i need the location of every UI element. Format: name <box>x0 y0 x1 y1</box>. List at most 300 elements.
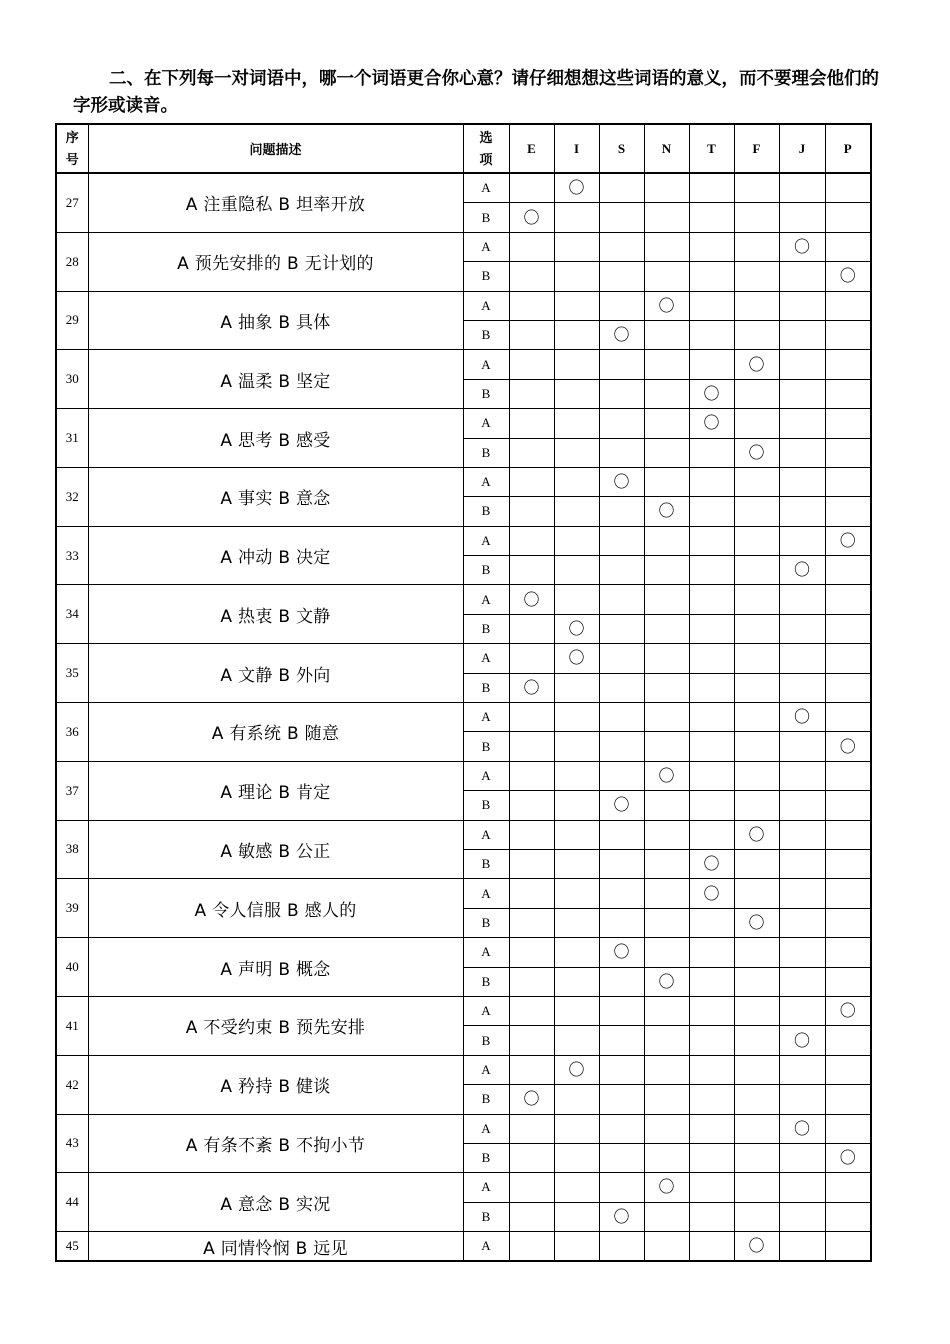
cell-n <box>644 673 689 702</box>
cell-n <box>644 703 689 732</box>
option-label: A <box>463 526 509 555</box>
cell-e <box>509 320 554 349</box>
question-row <box>56 644 871 673</box>
cell-i <box>554 1143 599 1172</box>
cell-j <box>779 262 825 291</box>
circle-mark-icon: 〇 <box>658 766 675 785</box>
option-label: A <box>463 585 509 614</box>
header-description: 问题描述 <box>88 124 463 173</box>
option-label: B <box>463 1026 509 1055</box>
cell-n <box>644 320 689 349</box>
cell-i <box>554 908 599 937</box>
question-description: A 冲动 B 决定 <box>88 526 463 585</box>
option-label: A <box>463 820 509 849</box>
cell-i <box>554 614 599 643</box>
cell-f <box>734 1173 779 1202</box>
cell-f <box>734 1202 779 1231</box>
question-row <box>56 1173 871 1202</box>
cell-p <box>825 379 871 408</box>
cell-f <box>734 409 779 438</box>
cell-t <box>689 497 734 526</box>
cell-f <box>734 350 779 379</box>
cell-p <box>825 1143 871 1172</box>
cell-j <box>779 614 825 643</box>
cell-p <box>825 262 871 291</box>
cell-n <box>644 262 689 291</box>
cell-p <box>825 761 871 790</box>
cell-e <box>509 1202 554 1231</box>
cell-t <box>689 761 734 790</box>
question-row <box>56 938 871 967</box>
cell-e <box>509 232 554 261</box>
cell-j <box>779 438 825 467</box>
circle-mark-icon: 〇 <box>793 560 810 580</box>
question-description: A 有条不紊 B 不拘小节 <box>88 1114 463 1173</box>
cell-f <box>734 908 779 937</box>
cell-j <box>779 703 825 732</box>
cell-n <box>644 1173 689 1202</box>
header-dim-p: P <box>825 124 871 173</box>
cell-s <box>599 1114 644 1143</box>
question-number: 41 <box>56 996 88 1055</box>
option-label: A <box>463 761 509 790</box>
cell-s <box>599 938 644 967</box>
cell-p <box>825 938 871 967</box>
cell-i <box>554 320 599 349</box>
header-option-line1: 选 <box>479 129 493 145</box>
cell-p <box>825 1114 871 1143</box>
cell-t <box>689 467 734 496</box>
header-dim-t: T <box>689 124 734 173</box>
circle-mark-icon: 〇 <box>748 1236 765 1256</box>
option-label: A <box>463 996 509 1025</box>
cell-e <box>509 732 554 761</box>
cell-t <box>689 1202 734 1231</box>
cell-f <box>734 644 779 673</box>
question-number: 32 <box>56 467 88 526</box>
question-number: 39 <box>56 879 88 938</box>
option-label: A <box>463 350 509 379</box>
option-label: B <box>463 379 509 408</box>
cell-j <box>779 526 825 555</box>
circle-mark-icon: 〇 <box>839 1148 856 1168</box>
cell-e <box>509 497 554 526</box>
cell-f <box>734 614 779 643</box>
cell-f <box>734 1232 779 1262</box>
cell-e <box>509 1143 554 1172</box>
cell-j <box>779 1026 825 1055</box>
cell-n <box>644 1026 689 1055</box>
cell-t <box>689 1232 734 1262</box>
cell-p <box>825 849 871 878</box>
cell-s <box>599 761 644 790</box>
cell-p <box>825 320 871 349</box>
circle-mark-icon: 〇 <box>658 1177 675 1197</box>
cell-t <box>689 791 734 820</box>
cell-p <box>825 879 871 908</box>
cell-s <box>599 173 644 203</box>
cell-j <box>779 644 825 673</box>
cell-n <box>644 350 689 379</box>
cell-i <box>554 1232 599 1262</box>
cell-e <box>509 467 554 496</box>
cell-s <box>599 673 644 702</box>
option-label: B <box>463 438 509 467</box>
option-label: B <box>463 320 509 349</box>
cell-f <box>734 203 779 232</box>
cell-p <box>825 703 871 732</box>
cell-p <box>825 173 871 203</box>
cell-t <box>689 438 734 467</box>
cell-s <box>599 1085 644 1114</box>
question-row <box>56 291 871 320</box>
cell-e <box>509 585 554 614</box>
cell-t <box>689 996 734 1025</box>
cell-j <box>779 849 825 878</box>
circle-mark-icon: 〇 <box>793 236 810 256</box>
cell-j <box>779 1173 825 1202</box>
option-label: A <box>463 1114 509 1143</box>
cell-t <box>689 173 734 203</box>
cell-i <box>554 732 599 761</box>
cell-f <box>734 967 779 996</box>
cell-t <box>689 644 734 673</box>
cell-n <box>644 203 689 232</box>
cell-j <box>779 1232 825 1262</box>
cell-p <box>825 556 871 585</box>
cell-f <box>734 262 779 291</box>
header-dim-s: S <box>599 124 644 173</box>
cell-j <box>779 379 825 408</box>
cell-s <box>599 996 644 1025</box>
cell-p <box>825 732 871 761</box>
cell-t <box>689 1055 734 1084</box>
cell-n <box>644 1085 689 1114</box>
cell-n <box>644 497 689 526</box>
cell-n <box>644 1114 689 1143</box>
cell-f <box>734 938 779 967</box>
cell-f <box>734 173 779 203</box>
question-number: 45 <box>56 1232 88 1262</box>
cell-t <box>689 350 734 379</box>
cell-s <box>599 379 644 408</box>
cell-s <box>599 1202 644 1231</box>
cell-p <box>825 967 871 996</box>
cell-n <box>644 467 689 496</box>
cell-i <box>554 996 599 1025</box>
cell-j <box>779 497 825 526</box>
option-label: B <box>463 497 509 526</box>
cell-p <box>825 350 871 379</box>
table-header-row <box>56 124 871 173</box>
circle-mark-icon: 〇 <box>658 971 675 991</box>
cell-i <box>554 1202 599 1231</box>
question-row <box>56 1232 871 1262</box>
cell-e <box>509 526 554 555</box>
option-label: A <box>463 703 509 732</box>
cell-f <box>734 820 779 849</box>
header-option-line2: 项 <box>479 151 493 167</box>
circle-mark-icon: 〇 <box>703 413 720 433</box>
cell-s <box>599 967 644 996</box>
circle-mark-icon: 〇 <box>568 178 585 198</box>
cell-j <box>779 203 825 232</box>
cell-p <box>825 791 871 820</box>
question-description: A 矜持 B 健谈 <box>88 1055 463 1114</box>
cell-i <box>554 526 599 555</box>
cell-i <box>554 556 599 585</box>
circle-mark-icon: 〇 <box>523 1089 540 1109</box>
cell-j <box>779 291 825 320</box>
cell-e <box>509 614 554 643</box>
cell-t <box>689 614 734 643</box>
cell-s <box>599 703 644 732</box>
option-label: B <box>463 791 509 820</box>
cell-i <box>554 761 599 790</box>
cell-j <box>779 732 825 761</box>
question-row <box>56 526 871 555</box>
table-body <box>56 173 871 1261</box>
cell-n <box>644 732 689 761</box>
option-label: B <box>463 849 509 878</box>
circle-mark-icon: 〇 <box>523 589 540 609</box>
option-label: A <box>463 232 509 261</box>
cell-t <box>689 232 734 261</box>
cell-s <box>599 614 644 643</box>
question-row <box>56 173 871 203</box>
circle-mark-icon: 〇 <box>613 1206 630 1226</box>
cell-p <box>825 1055 871 1084</box>
cell-i <box>554 1173 599 1202</box>
cell-p <box>825 409 871 438</box>
cell-t <box>689 1114 734 1143</box>
cell-n <box>644 173 689 203</box>
cell-i <box>554 820 599 849</box>
cell-n <box>644 849 689 878</box>
option-label: A <box>463 291 509 320</box>
cell-j <box>779 350 825 379</box>
cell-t <box>689 879 734 908</box>
cell-i <box>554 644 599 673</box>
cell-i <box>554 379 599 408</box>
question-row <box>56 585 871 614</box>
circle-mark-icon: 〇 <box>658 295 675 315</box>
cell-n <box>644 791 689 820</box>
question-number: 31 <box>56 409 88 468</box>
cell-f <box>734 1026 779 1055</box>
cell-i <box>554 1114 599 1143</box>
cell-n <box>644 614 689 643</box>
cell-n <box>644 585 689 614</box>
questionnaire-table <box>55 123 872 1262</box>
question-description: A 热衷 B 文静 <box>88 585 463 644</box>
option-label: A <box>463 409 509 438</box>
cell-i <box>554 791 599 820</box>
cell-t <box>689 291 734 320</box>
question-row <box>56 409 871 438</box>
cell-s <box>599 497 644 526</box>
cell-i <box>554 849 599 878</box>
cell-s <box>599 820 644 849</box>
question-number: 37 <box>56 761 88 820</box>
cell-e <box>509 1085 554 1114</box>
cell-n <box>644 644 689 673</box>
cell-j <box>779 232 825 261</box>
circle-mark-icon: 〇 <box>703 883 720 903</box>
question-description: A 同情怜悯 B 远见 <box>88 1232 463 1262</box>
question-number: 43 <box>56 1114 88 1173</box>
cell-s <box>599 1173 644 1202</box>
question-number: 35 <box>56 644 88 703</box>
question-description: A 声明 B 概念 <box>88 938 463 997</box>
cell-f <box>734 849 779 878</box>
cell-e <box>509 791 554 820</box>
option-label: B <box>463 1202 509 1231</box>
header-dim-e: E <box>509 124 554 173</box>
cell-s <box>599 320 644 349</box>
cell-e <box>509 1173 554 1202</box>
cell-p <box>825 585 871 614</box>
cell-j <box>779 820 825 849</box>
cell-s <box>599 791 644 820</box>
cell-t <box>689 1085 734 1114</box>
question-row <box>56 761 871 790</box>
cell-f <box>734 1085 779 1114</box>
cell-t <box>689 1143 734 1172</box>
cell-e <box>509 379 554 408</box>
option-label: B <box>463 1085 509 1114</box>
cell-f <box>734 467 779 496</box>
cell-p <box>825 1085 871 1114</box>
cell-j <box>779 1143 825 1172</box>
cell-n <box>644 379 689 408</box>
question-number: 44 <box>56 1173 88 1232</box>
cell-s <box>599 1232 644 1262</box>
cell-j <box>779 996 825 1025</box>
cell-s <box>599 526 644 555</box>
cell-s <box>599 203 644 232</box>
cell-t <box>689 673 734 702</box>
question-description: A 不受约束 B 预先安排 <box>88 996 463 1055</box>
cell-f <box>734 320 779 349</box>
question-number: 29 <box>56 291 88 350</box>
cell-e <box>509 879 554 908</box>
option-label: B <box>463 203 509 232</box>
cell-j <box>779 908 825 937</box>
cell-f <box>734 291 779 320</box>
cell-n <box>644 1055 689 1084</box>
cell-s <box>599 1143 644 1172</box>
cell-i <box>554 703 599 732</box>
cell-n <box>644 438 689 467</box>
cell-p <box>825 1026 871 1055</box>
cell-j <box>779 556 825 585</box>
cell-j <box>779 673 825 702</box>
cell-p <box>825 438 871 467</box>
cell-f <box>734 879 779 908</box>
option-label: A <box>463 1232 509 1262</box>
cell-n <box>644 1202 689 1231</box>
cell-s <box>599 556 644 585</box>
question-number: 27 <box>56 173 88 232</box>
cell-n <box>644 879 689 908</box>
cell-f <box>734 791 779 820</box>
option-label: A <box>463 644 509 673</box>
cell-t <box>689 262 734 291</box>
cell-e <box>509 409 554 438</box>
cell-s <box>599 1026 644 1055</box>
option-label: B <box>463 262 509 291</box>
circle-mark-icon: 〇 <box>568 1059 585 1079</box>
cell-t <box>689 732 734 761</box>
option-label: B <box>463 673 509 702</box>
cell-s <box>599 291 644 320</box>
question-description: A 意念 B 实况 <box>88 1173 463 1232</box>
cell-n <box>644 232 689 261</box>
cell-i <box>554 232 599 261</box>
question-number: 38 <box>56 820 88 879</box>
cell-p <box>825 497 871 526</box>
cell-p <box>825 996 871 1025</box>
cell-e <box>509 291 554 320</box>
header-number-line2: 号 <box>65 151 79 167</box>
question-number: 40 <box>56 938 88 997</box>
cell-n <box>644 409 689 438</box>
header-dim-n: N <box>644 124 689 173</box>
header-dim-f: F <box>734 124 779 173</box>
cell-n <box>644 938 689 967</box>
circle-mark-icon: 〇 <box>523 207 540 227</box>
cell-t <box>689 203 734 232</box>
cell-t <box>689 967 734 996</box>
cell-i <box>554 173 599 203</box>
cell-e <box>509 673 554 702</box>
cell-e <box>509 761 554 790</box>
cell-s <box>599 409 644 438</box>
question-row <box>56 879 871 908</box>
header-option <box>463 124 509 173</box>
question-row <box>56 1055 871 1084</box>
cell-j <box>779 173 825 203</box>
question-description: A 有系统 B 随意 <box>88 703 463 762</box>
circle-mark-icon: 〇 <box>703 383 720 403</box>
question-row <box>56 996 871 1025</box>
option-label: B <box>463 556 509 585</box>
cell-s <box>599 467 644 496</box>
cell-e <box>509 350 554 379</box>
cell-j <box>779 791 825 820</box>
cell-j <box>779 320 825 349</box>
circle-mark-icon: 〇 <box>523 677 540 697</box>
circle-mark-icon: 〇 <box>613 795 630 815</box>
cell-e <box>509 938 554 967</box>
cell-p <box>825 291 871 320</box>
cell-p <box>825 644 871 673</box>
cell-e <box>509 908 554 937</box>
option-label: A <box>463 467 509 496</box>
circle-mark-icon: 〇 <box>839 736 856 756</box>
question-number: 30 <box>56 350 88 409</box>
cell-f <box>734 761 779 790</box>
circle-mark-icon: 〇 <box>748 912 765 932</box>
cell-p <box>825 1202 871 1231</box>
cell-j <box>779 1055 825 1084</box>
cell-j <box>779 467 825 496</box>
question-description: A 温柔 B 坚定 <box>88 350 463 409</box>
cell-t <box>689 1026 734 1055</box>
cell-t <box>689 409 734 438</box>
question-number: 36 <box>56 703 88 762</box>
